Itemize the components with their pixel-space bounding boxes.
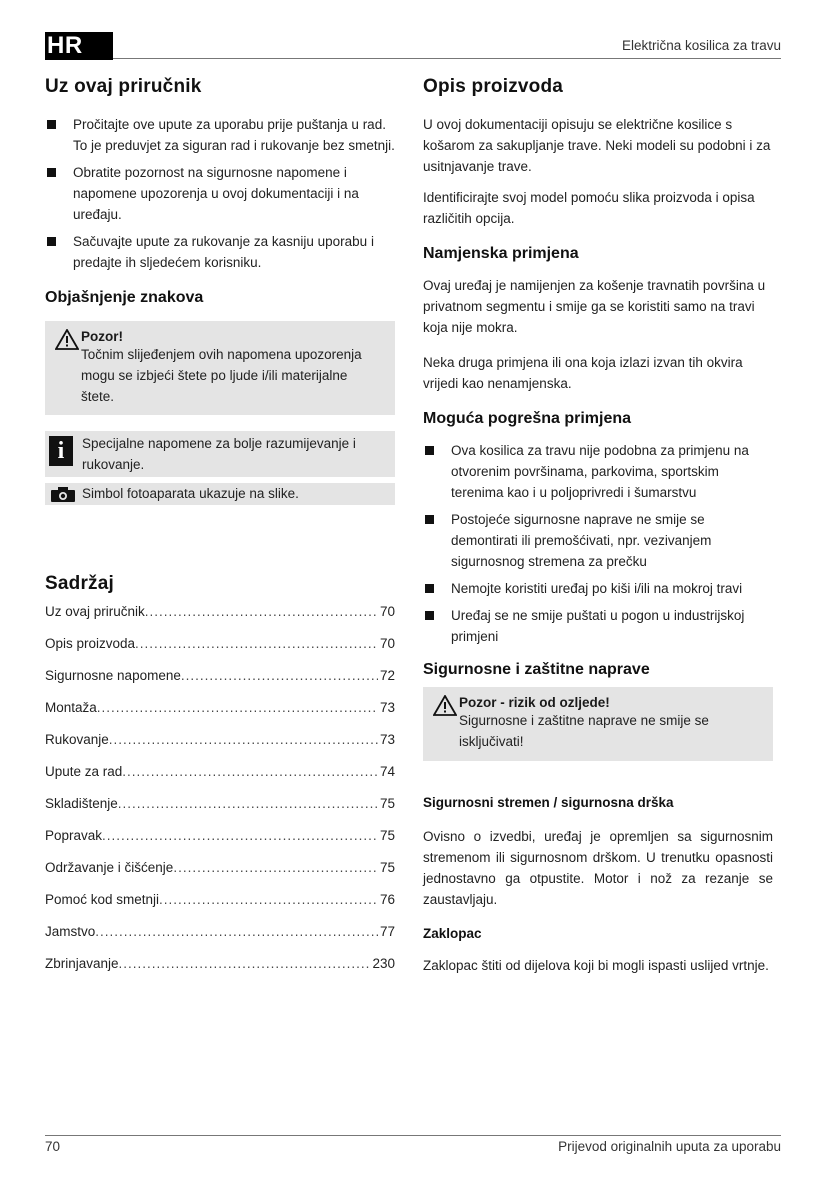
product-heading: Opis proizvoda bbox=[423, 76, 564, 97]
bullet-icon bbox=[425, 446, 434, 455]
footer-note: Prijevod originalnih uputa za uporabu bbox=[558, 1139, 781, 1154]
toc-row[interactable]: Opis proizvoda ..... 70 bbox=[45, 636, 395, 668]
flap-heading: Zaklopac bbox=[423, 926, 482, 941]
injury-warning-box bbox=[423, 687, 773, 761]
document-title: Električna kosilica za travu bbox=[621, 38, 781, 53]
bullet-icon bbox=[425, 611, 434, 620]
warning-title: Pozor - rizik od ozljede! bbox=[459, 695, 610, 710]
product-paragraph: U ovoj dokumentaciji opisuju se električne kosilice s košarom za sakupljanje trave. Neki modeli su podobni i za usitnjavanje trave. bbox=[423, 117, 771, 174]
toc-row[interactable]: Upute za rad ..... 74 bbox=[45, 764, 395, 796]
header-rule bbox=[113, 58, 781, 59]
language-badge: HR bbox=[45, 32, 113, 60]
safety-bar-heading: Sigurnosni stremen / sigurnosna drška bbox=[423, 795, 674, 810]
info-text: Specijalne napomene za bolje razumijevanje i rukovanje. bbox=[82, 436, 356, 472]
safety-devices-heading: Sigurnosne i zaštitne naprave bbox=[423, 661, 650, 678]
camera-box bbox=[45, 483, 395, 505]
misuse-list bbox=[423, 440, 773, 647]
table-of-contents bbox=[45, 604, 395, 988]
list-item: Ova kosilica za travu nije podobna za primjenu na otvorenim površinama, parkovima, sportskim terenima kao i u poljoprivredi i šumarstvu bbox=[423, 440, 773, 503]
warning-icon bbox=[55, 329, 79, 350]
bullet-icon bbox=[47, 168, 56, 177]
symbols-heading: Objašnjenje znakova bbox=[45, 289, 204, 306]
toc-row[interactable]: Uz ovaj priručnik ..... 70 bbox=[45, 604, 395, 636]
warning-text: Točnim slijeđenjem ovih napomena upozorenja mogu se izbjeći štete po ljude i/ili materijalne štete. bbox=[81, 347, 362, 404]
intended-use-paragraph: Ovaj uređaj je namijenjen za košenje travnatih površina u privatnom segmentu i smije ga se koristiti samo na travi koja nije mokra. bbox=[423, 278, 766, 335]
list-item: Sačuvajte upute za rukovanje za kasniju uporabu i predajte ih sljedećem korisniku. bbox=[45, 231, 395, 273]
list-item: Postojeće sigurnosne naprave ne smije se demontirati ili premošćivati, npr. vezivanjem sigurnosnog stremena za prečku bbox=[423, 509, 773, 572]
toc-row[interactable]: Sigurnosne napomene ..... 72 bbox=[45, 668, 395, 700]
warning-box bbox=[45, 321, 395, 415]
toc-row[interactable]: Jamstvo ..... 77 bbox=[45, 924, 395, 956]
toc-row[interactable]: Održavanje i čišćenje ..... 75 bbox=[45, 860, 395, 892]
camera-text: Simbol fotoaparata ukazuje na slike. bbox=[82, 486, 299, 501]
footer-rule bbox=[45, 1135, 781, 1136]
intended-use-paragraph: Neka druga primjena ili ona koja izlazi izvan tih okvira vrijedi kao nenamjenska. bbox=[423, 355, 743, 391]
toc-row[interactable]: Montaža ..... 73 bbox=[45, 700, 395, 732]
toc-row[interactable]: Popravak ..... 75 bbox=[45, 828, 395, 860]
product-paragraph: Identificirajte svoj model pomoću slika proizvoda i opisa različitih opcija. bbox=[423, 190, 755, 226]
info-box bbox=[45, 431, 395, 477]
page-number: 70 bbox=[45, 1139, 61, 1154]
list-item: Pročitajte ove upute za uporabu prije puštanja u rad. To je preduvjet za siguran rad i rukovanje bez smetnji. bbox=[45, 114, 395, 156]
safety-bar-paragraph: Ovisno o izvedbi, uređaj je opremljen sa sigurnosnim stremenom ili sigurnosnom drškom. U trenutku opasnosti jednostavno ga otpustite. Motor i nož za rezanje se zaustavljaju. bbox=[423, 829, 773, 907]
warning-title: Pozor! bbox=[81, 329, 123, 344]
warning-icon bbox=[433, 695, 457, 716]
info-icon: i bbox=[49, 436, 73, 466]
list-item: Obratite pozornost na sigurnosne napomene i napomene upozorenja u ovoj dokumentaciji i na uređaju. bbox=[45, 162, 395, 225]
toc-row[interactable]: Pomoć kod smetnji ..... 76 bbox=[45, 892, 395, 924]
camera-icon bbox=[51, 487, 75, 502]
list-item: Uređaj se ne smije puštati u pogon u industrijskoj primjeni bbox=[423, 605, 773, 647]
flap-paragraph: Zaklopac štiti od dijelova koji bi mogli ispasti uslijed vrtnje. bbox=[423, 958, 769, 973]
list-item: Nemojte koristiti uređaj po kiši i/ili na mokroj travi bbox=[423, 578, 773, 599]
intended-use-heading: Namjenska primjena bbox=[423, 245, 579, 262]
toc-row[interactable]: Rukovanje ..... 73 bbox=[45, 732, 395, 764]
bullet-icon bbox=[425, 515, 434, 524]
misuse-heading: Moguća pogrešna primjena bbox=[423, 410, 632, 427]
bullet-icon bbox=[425, 584, 434, 593]
toc-row[interactable]: Zbrinjavanje ..... 230 bbox=[45, 956, 395, 988]
about-list bbox=[45, 114, 395, 273]
bullet-icon bbox=[47, 237, 56, 246]
warning-text: Sigurnosne i zaštitne naprave ne smije se isključivati! bbox=[459, 713, 709, 749]
left-column bbox=[45, 76, 395, 988]
bullet-icon bbox=[47, 120, 56, 129]
about-heading: Uz ovaj priručnik bbox=[45, 76, 202, 97]
toc-heading: Sadržaj bbox=[45, 573, 114, 594]
toc-row[interactable]: Skladištenje ..... 75 bbox=[45, 796, 395, 828]
right-column bbox=[423, 76, 773, 976]
